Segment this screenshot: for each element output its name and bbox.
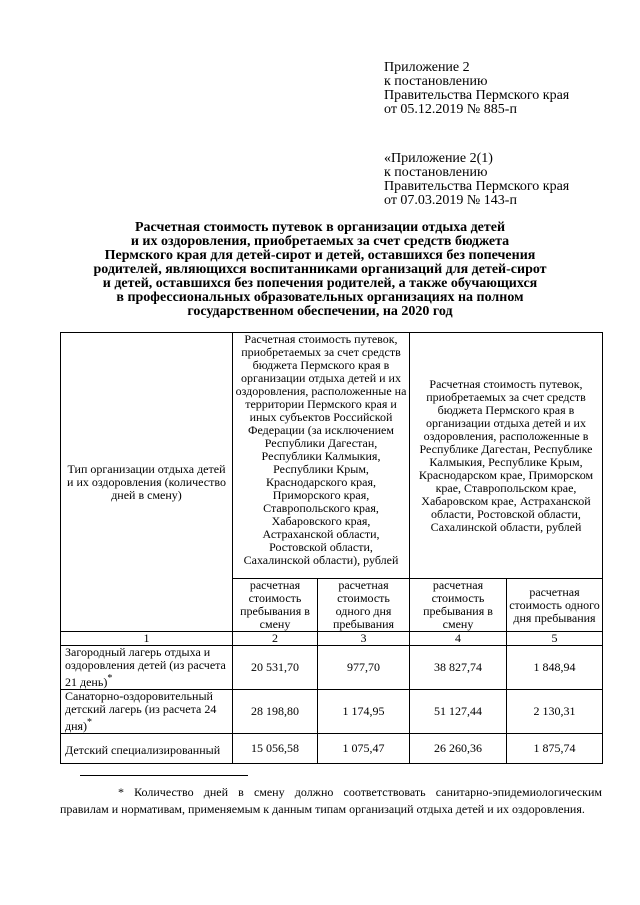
column-number: 3 — [318, 632, 410, 646]
value-cell: 1 875,74 — [507, 734, 603, 764]
subheader-cell: расчетная стоимость пребывания в смену — [233, 579, 318, 632]
value-cell: 1 848,94 — [507, 646, 603, 690]
column-number: 1 — [61, 632, 233, 646]
appendix-line: от 05.12.2019 № 885-п — [384, 102, 517, 117]
subheader-cell: расчетная стоимость пребывания в смену — [410, 579, 507, 632]
appendix-header — [384, 61, 569, 117]
appendix-inner-header — [384, 152, 569, 208]
title-line: и детей, оставшихся без попечения родителей, а также обучающихся — [102, 276, 538, 291]
title-line: государственном обеспечении, на 2020 год — [187, 304, 453, 319]
appendix-line: от 07.03.2019 № 143-п — [384, 193, 517, 208]
document-title — [60, 221, 580, 319]
value-cell: 26 260,36 — [410, 734, 507, 764]
value-cell: 15 056,58 — [233, 734, 318, 764]
row-name-cell — [61, 646, 233, 690]
appendix-line: «Приложение 2(1) — [384, 151, 493, 166]
appendix-line: к постановлению — [384, 74, 488, 89]
value-cell: 51 127,44 — [410, 690, 507, 734]
header-group-regions: Расчетная стоимость путевок, приобретаемых за счет средств бюджета Пермского края в организации отдыха детей и их оздоровления, расположенные в Республике Дагестан, Республике Калмыкия, Республике Крым, Краснодарском крае, Приморском крае, Ставропольском крае, Хабаровском крае, Астраханской области, Ростовской области, Сахалинской области, рублей — [410, 333, 603, 579]
value-cell: 2 130,31 — [507, 690, 603, 734]
subheader-cell: расчетная стоимость одного дня пребывания — [507, 579, 603, 632]
header-group-perm: Расчетная стоимость путевок, приобретаемых за счет средств бюджета Пермского края в организации отдыха детей и их оздоровления, расположенные на территории Пермского края и иных субъектов Российской Федерации (за исключением Республики Дагестан, Республики Калмыкия, Республики Крым, Краснодарского края, Приморского края, Ставропольского края, Хабаровского края, Астраханской области, Ростовской области, Сахалинской области), рублей — [233, 333, 410, 579]
title-line: Расчетная стоимость путевок в организации отдыха детей — [134, 220, 506, 235]
appendix-line: к постановлению — [384, 165, 488, 180]
value-cell: 977,70 — [318, 646, 410, 690]
footnote-divider — [80, 775, 248, 776]
title-line: и их оздоровления, приобретаемых за счет средств бюджета — [130, 234, 510, 249]
row-name: Загородный лагерь отдыха и оздоровления детей (из расчета 21 день) — [65, 645, 226, 689]
table-row — [61, 646, 603, 690]
value-cell: 1 174,95 — [318, 690, 410, 734]
table-row — [61, 690, 603, 734]
cost-table — [60, 332, 603, 764]
appendix-line: Правительства Пермского края — [384, 179, 570, 194]
row-name-cell — [61, 734, 233, 764]
subheader-cell: расчетная стоимость одного дня пребывания — [318, 579, 410, 632]
appendix-line: Приложение 2 — [384, 60, 470, 75]
header-org-type: Тип организации отдыха детей и их оздоровления (количество дней в смену) — [61, 333, 233, 632]
footnote-mark: * — [107, 673, 113, 684]
appendix-line: Правительства Пермского края — [384, 88, 570, 103]
title-line: Пермского края для детей-сирот и детей, оставшихся без попечения — [104, 248, 536, 263]
table-row — [61, 734, 603, 764]
row-name: Санаторно-оздоровительный детский лагерь (из расчета 24 дня) — [65, 689, 217, 733]
value-cell: 28 198,80 — [233, 690, 318, 734]
column-number: 5 — [507, 632, 603, 646]
row-name-cell — [61, 690, 233, 734]
value-cell: 38 827,74 — [410, 646, 507, 690]
title-line: в профессиональных образовательных организациях на полном — [116, 290, 524, 305]
value-cell: 20 531,70 — [233, 646, 318, 690]
title-line: родителей, являющихся воспитанниками организаций для детей-сирот — [93, 262, 547, 277]
value-cell: 1 075,47 — [318, 734, 410, 764]
footnote-text: * Количество дней в смену должно соответствовать санитарно-эпидемиологическим правилам и нормативам, применяемым к данным типам организаций отдыха детей и их оздоровления. — [60, 785, 602, 816]
row-name: Детский специализированный — [65, 743, 221, 757]
footnote-mark: * — [87, 717, 93, 728]
column-number: 2 — [233, 632, 318, 646]
column-number: 4 — [410, 632, 507, 646]
